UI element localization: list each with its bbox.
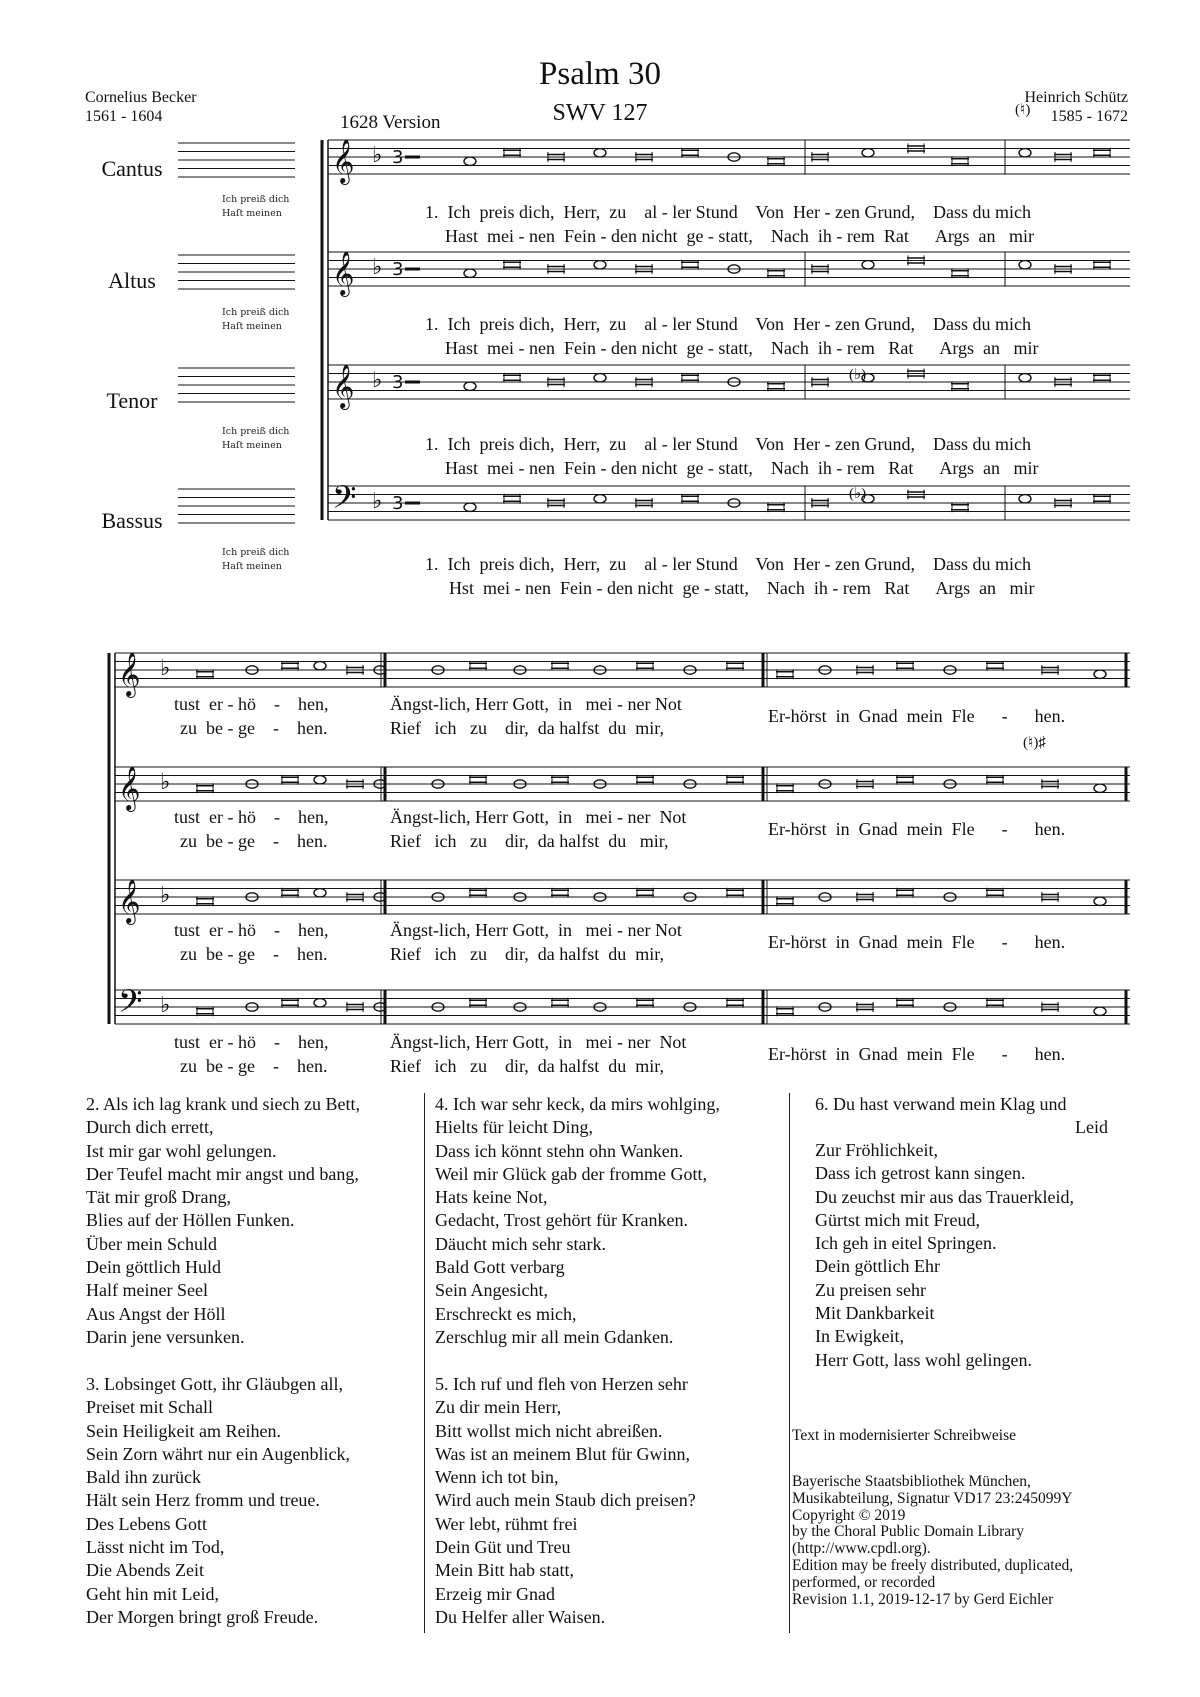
breve-note (896, 661, 914, 671)
breve-note (896, 775, 914, 785)
semibreve-note (1094, 897, 1106, 905)
breve-note (1093, 260, 1111, 270)
verse-4: 4. Ich war sehr keck, da mirs wohlging, Hielts für leicht Ding, Dass ich könnt stehn ohn Wanken. Weil mir Glück gab der fromme Gott, Hats keine Not, Gedacht, Trost gehört für Kranken. Däucht mich sehr stark. Bald Gott verbarg Sein Angesicht, Erschreckt es mich, Zerschlug mir all mein Gdanken. (435, 1094, 720, 1347)
breve-note (551, 888, 569, 898)
breve-note (281, 775, 299, 785)
breve-note (503, 494, 521, 504)
lyrics-s2-bassus-c1: Er-hörst in Gnad mein Fle - hen. (768, 1044, 1066, 1064)
source-and-copyright: Bayerische Staatsbibliothek München, Musikabteilung, Signatur VD17 23:245099Y Copyright © 2019 by the Choral Public Domain Library (http://www.cpdl.org). Edition may be freely distributed, duplicated, performed, or recorded Revision 1.1, 2019-12-17 by Gerd Eichler (792, 1473, 1074, 1608)
lyrics-s2-cantus-b1: Ängst-lich, Herr Gott, in mei - ner Not (390, 694, 682, 714)
breve-note (896, 888, 914, 898)
breve-note (986, 998, 1004, 1008)
staff-s1-voice-3 (328, 486, 1130, 520)
breve-note (1093, 148, 1111, 158)
time-signature: 3 (392, 493, 404, 514)
staff-s2-voice-2 (115, 880, 1130, 914)
breve-note (776, 783, 794, 793)
breve-note (551, 775, 569, 785)
verse-5: 5. Ich ruf und fleh von Herzen sehr Zu dir mein Herr, Bitt wollst mich nicht abreißen. Was ist an meinem Blut für Gwinn, Wenn ich tot bin, Wird auch mein Staub dich preisen? Wer lebt, rühmt frei Dein Güt und Treu Mein Bitt hab statt, Erzeig mir Gnad Du Helfer aller Waisen. (435, 1374, 696, 1627)
breve-note (776, 1006, 794, 1016)
lyrics-tenor-verse7: Hast mei - nen Fein - den nicht ge - statt, Nach ih - rem Rat Args an mir (445, 458, 1039, 478)
breve-note (196, 669, 214, 679)
breve-note (636, 998, 654, 1008)
incipit-bassus: Ich preiß dich Haſt meinen (222, 547, 290, 572)
verse-6: Zur Fröhlichkeit, Dass ich getrost kann singen. Du zeuchst mir aus das Trauerkleid, Gürtst mich mit Freud, Ich geh in eitel Springen. Dein göttlich Ehr Zu preisen sehr Mit Dankbarkeit In Ewigkeit, Herr Gott, lass wohl gelingen. (815, 1140, 1074, 1370)
breve-note (469, 888, 487, 898)
incipit-staff-2 (178, 368, 295, 402)
key-signature-flat: ♭ (372, 143, 383, 168)
breve-note (636, 661, 654, 671)
composer-dates: 1585 - 1672 (1050, 108, 1128, 125)
breve-note (281, 998, 299, 1008)
semibreve-note (1094, 1007, 1106, 1015)
breve-note (681, 148, 699, 158)
key-signature-flat: ♭ (372, 368, 383, 393)
breve-note (951, 381, 969, 391)
breve-note (281, 888, 299, 898)
breve-note (636, 888, 654, 898)
bass-clef: 𝄢 (118, 983, 143, 1027)
lyrics-s2-cantus-c1: Er-hörst in Gnad mein Fle - hen. (768, 706, 1066, 726)
breve-note (503, 260, 521, 270)
lyrics-s2-tenor-c1: Er-hörst in Gnad mein Fle - hen. (768, 932, 1066, 952)
breve-note (1093, 373, 1111, 383)
lyrics-s2-tenor-a2: zu be - ge - hen. (180, 944, 328, 964)
time-signature: 3 (392, 372, 404, 393)
incipit-altus: Ich preiß dich Haſt meinen (222, 307, 290, 332)
semibreve-note (464, 157, 476, 165)
column-divider-2 (789, 1093, 790, 1633)
text-note: Text in modernisierter Schreibweise (792, 1427, 1017, 1444)
lyrics-s2-cantus-a2: zu be - ge - hen. (180, 718, 328, 738)
lyrics-s2-tenor-b1: Ängst-lich, Herr Gott, in mei - ner Not (390, 920, 682, 940)
semibreve-note (594, 149, 606, 157)
lyrics-s2-cantus-a1: tust er - hö - hen, (174, 694, 329, 714)
breve-note (503, 148, 521, 158)
time-signature: 3 (392, 147, 404, 168)
treble-clef: 𝄞 (118, 879, 141, 923)
breve-note (681, 373, 699, 383)
breve-note (636, 775, 654, 785)
breve-note (726, 775, 744, 785)
semibreve-note (862, 261, 874, 269)
voice-name-cantus: Cantus (101, 156, 163, 181)
lyrics-cantus-verse7: Hast mei - nen Fein - den nicht ge - statt, Nach ih - rem Rat Args an mir (445, 226, 1035, 246)
key-signature-flat: ♭ (160, 656, 171, 681)
semibreve-note (1019, 261, 1031, 269)
semibreve-note (1094, 670, 1106, 678)
key-signature-flat: ♭ (372, 489, 383, 514)
semibreve-note (314, 999, 326, 1007)
treble-clef: 𝄞 (332, 139, 355, 183)
catalog-number: SWV 127 (552, 100, 648, 126)
voice-name-tenor: Tenor (106, 388, 158, 413)
lyrics-s2-bassus-b1: Ängst-lich, Herr Gott, in mei - ner Not (390, 1032, 687, 1052)
breve-note (767, 502, 785, 512)
voice-name-bassus: Bassus (101, 508, 163, 533)
composer-name: Heinrich Schütz (1024, 89, 1128, 106)
lyrics-altus-verse7: Hast mei - nen Fein - den nicht ge - statt, Nach ih - rem Rat Args an mir (445, 338, 1039, 358)
treble-clef: 𝄞 (332, 364, 355, 408)
semibreve-note (594, 261, 606, 269)
semibreve-note (862, 149, 874, 157)
semibreve-note (1094, 784, 1106, 792)
semibreve-note (594, 374, 606, 382)
lyrics-bassus-verse7: Hst mei - nen Fein - den nicht ge - statt, Nach ih - rem Rat Args an mir (449, 578, 1035, 598)
semibreve-note (314, 889, 326, 897)
breve-note (776, 896, 794, 906)
lyrics-cantus-verse1: 1. Ich preis dich, Herr, zu al - ler Stund Von Her - zen Grund, Dass du mich (425, 202, 1031, 222)
semibreve-note (464, 503, 476, 511)
verse-6-wrap: Leid (1075, 1117, 1108, 1137)
breve-note (281, 661, 299, 671)
breve-note (986, 775, 1004, 785)
accidental-flat-tenor: (♭) (849, 367, 867, 383)
breve-note (196, 896, 214, 906)
key-signature-flat: ♭ (160, 770, 171, 795)
breve-note (469, 661, 487, 671)
breve-note (767, 156, 785, 166)
breve-note (469, 998, 487, 1008)
treble-clef: 𝄞 (332, 251, 355, 295)
lyrics-s2-bassus-a2: zu be - ge - hen. (180, 1056, 328, 1076)
poet-dates: 1561 - 1604 (85, 108, 163, 125)
lyrics-s2-cantus-b2: Rief ich zu dir, da halfst du mir, (390, 718, 664, 738)
staff-s2-voice-0 (115, 653, 1130, 687)
semibreve-note (314, 662, 326, 670)
breve-note (951, 156, 969, 166)
lyrics-s2-bassus-b2: Rief ich zu dir, da halfst du mir, (390, 1056, 664, 1076)
treble-clef: 𝄞 (118, 766, 141, 810)
breve-note (503, 373, 521, 383)
verse-3: 3. Lobsinget Gott, ihr Gläubgen all, Preiset mit Schall Sein Heiligkeit am Reihen. Sein Zorn währt nur ein Augenblick, Bald ihn zurück Hält sein Herz fromm und treue. Des Lebens Gott Lässt nicht im Tod, Die Abends Zeit Geht hin mit Leid, Der Morgen bringt groß Freude. (86, 1374, 350, 1627)
breve-note (767, 268, 785, 278)
semibreve-note (594, 495, 606, 503)
staff-s2-voice-3 (115, 990, 1130, 1024)
bass-clef: 𝄢 (332, 479, 357, 523)
incipit-cantus: Ich preiß dich Haſt meinen (222, 194, 290, 219)
breve-note (726, 998, 744, 1008)
incipit-staff-0 (178, 143, 295, 177)
lyrics-altus-verse1: 1. Ich preis dich, Herr, zu al - ler Stund Von Her - zen Grund, Dass du mich (425, 314, 1031, 334)
breve-note (551, 998, 569, 1008)
breve-note (1093, 494, 1111, 504)
accidental-flat-bassus: (♭) (849, 486, 867, 502)
key-signature-flat: ♭ (160, 883, 171, 908)
treble-clef: 𝄞 (118, 652, 141, 696)
key-signature-flat: ♭ (160, 993, 171, 1018)
semibreve-note (1019, 149, 1031, 157)
semibreve-note (314, 776, 326, 784)
verse-2: 2. Als ich lag krank und siech zu Bett, Durch dich errett, Ist mir gar wohl gelungen. Der Teufel macht mir angst und bang, Tät mir groß Drang, Blies auf der Höllen Funken. Über mein Schuld Dein göttlich Huld Half meiner Seel Aus Angst der Höll Darin jene versunken. (86, 1094, 360, 1347)
column-divider-1 (424, 1093, 425, 1633)
breve-note (469, 775, 487, 785)
piece-title: Psalm 30 (539, 56, 661, 92)
version-label: 1628 Version (340, 112, 441, 133)
lyrics-bassus-verse1: 1. Ich preis dich, Herr, zu al - ler Stund Von Her - zen Grund, Dass du mich (425, 554, 1031, 574)
lyrics-tenor-verse1: 1. Ich preis dich, Herr, zu al - ler Stund Von Her - zen Grund, Dass du mich (425, 434, 1031, 454)
breve-note (951, 502, 969, 512)
breve-note (776, 669, 794, 679)
breve-note (767, 381, 785, 391)
breve-note (986, 888, 1004, 898)
breve-note (681, 260, 699, 270)
staff-s2-voice-1 (115, 767, 1130, 801)
breve-note (726, 888, 744, 898)
breve-note (951, 268, 969, 278)
lyrics-s2-altus-b2: Rief ich zu dir, da halfst du mir, (390, 831, 669, 851)
semibreve-note (464, 269, 476, 277)
semibreve-note (464, 382, 476, 390)
breve-note (681, 494, 699, 504)
lyrics-s2-altus-a1: tust er - hö - hen, (174, 807, 329, 827)
lyrics-s2-altus-c1: Er-hörst in Gnad mein Fle - hen. (768, 819, 1066, 839)
lyrics-s2-tenor-a1: tust er - hö - hen, (174, 920, 329, 940)
breve-note (896, 998, 914, 1008)
poet-name: Cornelius Becker (85, 89, 197, 106)
breve-note (196, 783, 214, 793)
key-signature-flat: ♭ (372, 255, 383, 280)
incipit-staff-1 (178, 255, 295, 289)
breve-note (726, 661, 744, 671)
accidental-natural-sharp-altus: (♮)♯ (1023, 735, 1046, 751)
verse-6-first-line: 6. Du hast verwand mein Klag und (815, 1094, 1067, 1114)
breve-note (196, 1006, 214, 1016)
lyrics-s2-tenor-b2: Rief ich zu dir, da halfst du mir, (390, 944, 664, 964)
lyrics-s2-bassus-a1: tust er - hö - hen, (174, 1032, 329, 1052)
semibreve-note (1019, 374, 1031, 382)
lyrics-s2-altus-b1: Ängst-lich, Herr Gott, in mei - ner Not (390, 807, 687, 827)
semibreve-note (1019, 495, 1031, 503)
breve-note (986, 661, 1004, 671)
staff-s1-voice-1 (328, 252, 1130, 286)
incipit-staff-3 (178, 489, 295, 523)
voice-name-altus: Altus (108, 268, 156, 293)
incipit-tenor: Ich preiß dich Haſt meinen (222, 426, 290, 451)
lyrics-s2-altus-a2: zu be - ge - hen. (180, 831, 328, 851)
staff-s1-voice-0 (328, 140, 1130, 174)
time-signature: 3 (392, 259, 404, 280)
staff-s1-voice-2 (328, 365, 1130, 399)
breve-note (551, 661, 569, 671)
accidental-natural-cantus: (♮) (1015, 102, 1031, 118)
